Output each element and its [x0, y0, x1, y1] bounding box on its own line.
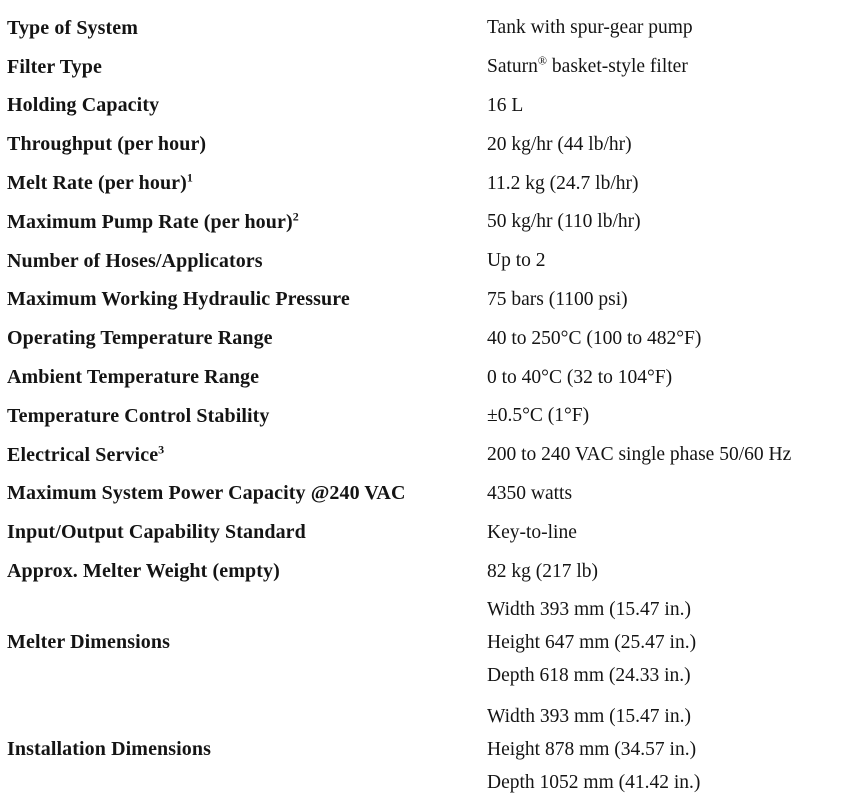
- spec-label-text: Input/Output Capability Standard: [7, 521, 306, 544]
- registered-trademark-symbol: ®: [537, 53, 548, 68]
- spec-label: [7, 133, 487, 156]
- row-operating-temperature-range: [7, 319, 842, 358]
- spec-value: 16 L: [487, 94, 524, 116]
- dimension-width: Width 393 mm (15.47 in.): [487, 705, 691, 727]
- spec-label-text: Type of System: [7, 16, 139, 39]
- spec-label-text: Maximum Pump Rate (per hour): [7, 210, 293, 233]
- row-temperature-control-stability: [7, 397, 842, 436]
- spec-value-lines: [487, 700, 700, 799]
- row-maximum-pump-rate: [7, 203, 842, 242]
- spec-label: [7, 17, 487, 40]
- spec-label-text: Installation Dimensions: [7, 737, 212, 760]
- row-maximum-system-power-capacity: [7, 475, 842, 514]
- row-ambient-temperature-range: [7, 358, 842, 397]
- spec-label: [7, 172, 487, 195]
- row-holding-capacity: [7, 87, 842, 126]
- spec-label: [7, 211, 487, 234]
- spec-value: Tank with spur-gear pump: [487, 17, 693, 39]
- row-approx-melter-weight: [7, 552, 842, 591]
- spec-label: [7, 738, 487, 761]
- row-installation-dimensions: [7, 700, 842, 799]
- spec-value: 50 kg/hr (110 lb/hr): [487, 211, 641, 233]
- spec-value: 40 to 250°C (100 to 482°F): [487, 327, 702, 349]
- spec-label: [7, 405, 487, 428]
- row-filter-type: [7, 48, 842, 87]
- spec-label: [7, 482, 487, 505]
- row-number-of-hoses-applicators: [7, 242, 842, 281]
- row-input-output-capability-standard: [7, 513, 842, 552]
- spec-value: Up to 2: [487, 250, 546, 272]
- row-maximum-working-hydraulic-pressure: [7, 281, 842, 320]
- footnote-marker: 3: [158, 442, 165, 456]
- spec-label-text: Holding Capacity: [7, 94, 160, 117]
- spec-label: [7, 631, 487, 654]
- spec-label: [7, 94, 487, 117]
- spec-label: [7, 560, 487, 583]
- row-melt-rate: [7, 164, 842, 203]
- spec-value-text: basket-style filter: [547, 56, 688, 78]
- spec-value: ±0.5°C (1°F): [487, 405, 590, 427]
- spec-label-text: Temperature Control Stability: [7, 404, 270, 427]
- dimension-width: Width 393 mm (15.47 in.): [487, 598, 691, 620]
- dimension-height: Height 878 mm (34.57 in.): [487, 738, 697, 760]
- spec-label-text: Melt Rate (per hour): [7, 172, 187, 195]
- footnote-marker: 2: [292, 209, 299, 224]
- row-throughput: [7, 125, 842, 164]
- spec-value: Key-to-line: [487, 521, 577, 543]
- spec-value: [487, 53, 688, 78]
- dimension-depth: Depth 1052 mm (41.42 in.): [487, 771, 701, 793]
- spec-label: [7, 444, 487, 467]
- spec-label-text: Number of Hoses/Applicators: [7, 249, 263, 272]
- spec-label: [7, 250, 487, 273]
- spec-value: 4350 watts: [487, 482, 573, 504]
- spec-value: 20 kg/hr (44 lb/hr): [487, 133, 632, 155]
- dimension-height: Height 647 mm (25.47 in.): [487, 631, 697, 653]
- spec-label-text: Maximum Working Hydraulic Pressure: [7, 288, 350, 311]
- spec-label: [7, 366, 487, 389]
- row-electrical-service: [7, 436, 842, 475]
- spec-label-text: Approx. Melter Weight (empty): [7, 560, 280, 583]
- dimension-depth: Depth 618 mm (24.33 in.): [487, 664, 691, 686]
- row-melter-dimensions: [7, 593, 842, 692]
- spec-label-text: Operating Temperature Range: [7, 327, 273, 350]
- spec-label: [7, 288, 487, 311]
- spec-value: 75 bars (1100 psi): [487, 288, 628, 310]
- spec-value: 0 to 40°C (32 to 104°F): [487, 366, 673, 388]
- spec-label-text: Maximum System Power Capacity @240 VAC: [7, 482, 406, 505]
- spec-value: 11.2 kg (24.7 lb/hr): [487, 172, 639, 194]
- spec-label: [7, 521, 487, 544]
- spec-label-text: Ambient Temperature Range: [7, 366, 260, 389]
- spec-value-text: Saturn: [487, 56, 538, 78]
- spec-value: 82 kg (217 lb): [487, 560, 599, 582]
- spec-value-lines: [487, 593, 696, 692]
- row-type-of-system: [7, 9, 842, 48]
- spec-label-text: Melter Dimensions: [7, 630, 170, 653]
- spec-label-text: Throughput (per hour): [7, 133, 207, 156]
- spec-label-text: Filter Type: [7, 55, 102, 78]
- spec-label-text: Electrical Service: [7, 443, 159, 466]
- spec-label: [7, 56, 487, 79]
- spec-value: 200 to 240 VAC single phase 50/60 Hz: [487, 444, 792, 466]
- footnote-marker: 1: [186, 170, 194, 185]
- spec-label: [7, 327, 487, 350]
